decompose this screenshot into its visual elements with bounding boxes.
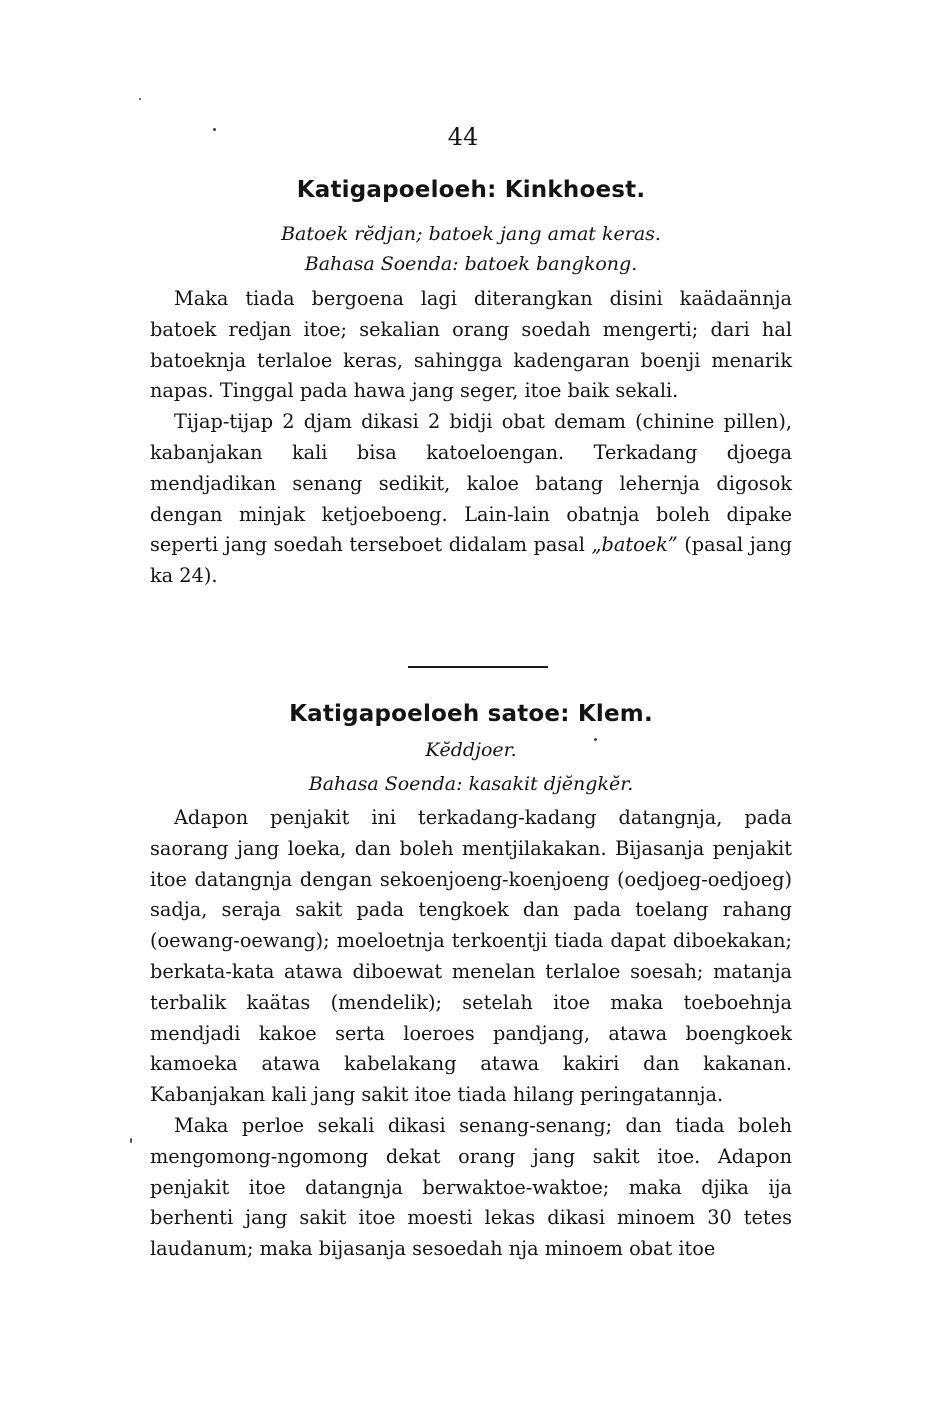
quoted-word: „batoek”	[591, 533, 678, 557]
heading-separator: :	[487, 177, 497, 203]
page-number: 44	[447, 123, 479, 151]
section-klem	[150, 699, 792, 1265]
subtitle-line: Bahasa Soenda: batoek bangkong.	[304, 253, 638, 275]
subtitle-line: Kĕddjoer.	[425, 739, 517, 761]
paragraph: Adapon penjakit ini terkadang-kadang datangnja, pada saorang jang loeka, dan boleh mentjilakakan. Bijasanja penjakit itoe datangnja dengan sekoenjoeng-koenjoeng (oedjoeg-oedjoeg) sadja, seraja sakit pada tengkoek dan pada toelang rahang (oewang-oewang); moeloetnja terkoentji tiada dapat diboekakan; berkata-kata atawa diboewat menelan terlaloe soesah; matanja terbalik kaätas (mendelik); setelah itoe maka toeboehnja mendjadi kakoe serta loeroes pandjang, atawa boengkoek kamoeka atawa kabelakang atawa kakiri dan kakanan. Kabanjakan kali jang sakit itoe tiada hilang peringatannja.	[150, 806, 792, 1107]
paragraph: Maka perloe sekali dikasi senang-senang; dan tiada boleh mengomong-ngomong dekat orang jang sakit itoe. Adapon penjakit itoe datangnja berwaktoe-waktoe; maka djika ija berhenti jang sakit itoe moesti lekas dikasi minoem 30 tetes laudanum; maka bijasanja sesoedah nja minoem obat itoe	[150, 1113, 792, 1261]
section-body	[150, 284, 792, 592]
subtitle-line: Bahasa Soenda: kasakit djĕngkĕr.	[308, 773, 634, 795]
heading-main: Katigapoeloeh satoe	[289, 701, 561, 727]
paper-speck	[130, 1138, 132, 1143]
heading-main: Katigapoeloeh	[296, 177, 488, 203]
section-divider	[408, 666, 548, 668]
subtitle-line: Batoek rĕdjan; batoek jang amat keras.	[281, 223, 661, 245]
paragraph	[150, 407, 792, 592]
paragraph-text: Tijap-tijap 2 djam dikasi 2 bidji obat demam (chinine pillen), kabanjakan kali bisa katoeloengan. Terkadang djoega mendjadikan senang sedikit, kaloe batang lehernja digosok dengan minjak ketjoeboeng. Lain-lain obatnja boleh dipake seperti jang soedah terseboet didalam pasal	[150, 410, 792, 557]
section-kinkhoest	[150, 175, 792, 592]
paragraph: Maka tiada bergoena lagi diterangkan disini kaädaännja batoek redjan itoe; sekalian orang soedah mengerti; dari hal batoeknja terlaloe keras, sahingga kadengaran boenji menarik napas. Tinggal pada hawa jang seger, itoe baik sekali.	[150, 287, 792, 403]
heading-sub: Klem.	[577, 701, 653, 727]
heading-sub: Kinkhoest.	[504, 177, 646, 203]
paper-speck	[139, 98, 141, 100]
section-heading	[150, 699, 792, 729]
section-heading	[150, 175, 792, 205]
heading-separator: :	[560, 701, 570, 727]
section-body	[150, 803, 792, 1265]
paragraph-tail: (pasal jang ka 24).	[150, 533, 792, 588]
